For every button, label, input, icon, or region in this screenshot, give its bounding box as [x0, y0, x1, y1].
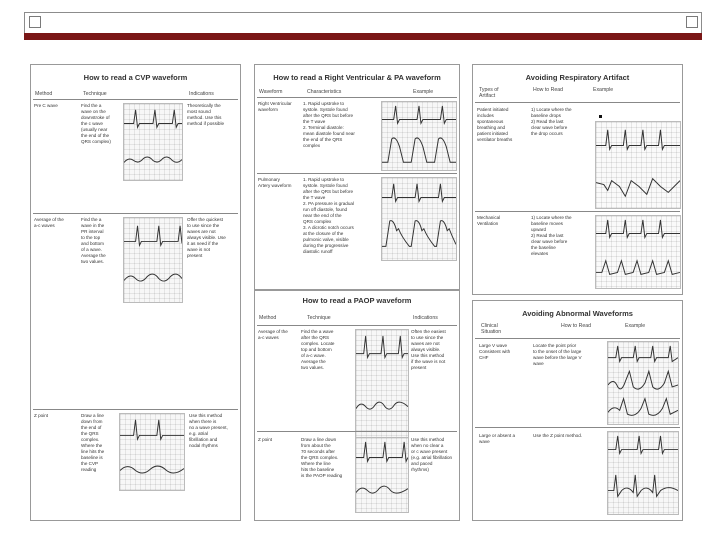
resp-row2-type: Mechanical Ventilation — [477, 215, 501, 226]
cvp-row3-method: Z point — [34, 413, 49, 418]
paop-panel — [254, 290, 460, 521]
rv-pa-title: How to read a Right Ventricular & PA waveform — [273, 73, 441, 82]
col-header-how-to-read: How to Read — [533, 87, 563, 93]
abn-row2-how: Use the Z point method. — [533, 433, 583, 438]
resp-row1-how: 1) Locate where the baseline drops 2) Read the last clear wave before the drop occurs — [531, 107, 572, 136]
col-header-method: Method — [259, 315, 277, 321]
cvp-row2-method: Average of the a-c waves — [34, 217, 64, 228]
col-header-example: Example — [625, 323, 646, 329]
pa-characteristics: 1. Rapid upstroke to systole. Systole found after the QRS but before the T wave 2. PA pressure is gradual run off diastole, found near the end of the QRS complex 3. A dicrotic notch occurs at the closure of the pulmonic valve, visible during the progressive diastolic runoff — [303, 177, 354, 254]
divider — [33, 409, 238, 410]
col-header-characteristics: Characteristics — [307, 89, 342, 95]
divider — [475, 211, 680, 212]
header-accent-rule — [24, 33, 702, 40]
rv-pa-panel — [254, 64, 460, 290]
abn-waveform-strip — [607, 431, 679, 515]
rv-characteristics: 1. Rapid upstroke to systole. Systole found after the QRS but before the T wave 2. Terminal diastole: mean diastole found near the end of the QRS complex — [303, 101, 355, 148]
cvp-row1-method: Pre C wave — [34, 103, 58, 108]
abn-row1-how: Locate the point prior to the onset of the large wave before the large V wave — [533, 343, 582, 366]
abnormal-waveforms-panel — [472, 300, 683, 521]
paop-row1-technique: Find the a wave after the QRS complex. Locate top and bottom of a-c wave. Average the two values. — [301, 329, 335, 370]
abn-waveform-strip — [607, 341, 679, 425]
col-header-technique: Technique — [83, 91, 107, 97]
col-header-waveform: Waveform — [259, 89, 283, 95]
resp-waveform-strip — [595, 215, 681, 289]
abnormal-title: Avoiding Abnormal Waveforms — [522, 309, 633, 318]
abn-row2-situation: Large or absent a wave — [479, 433, 516, 444]
col-header-example: Example — [593, 87, 614, 93]
header-square-icon — [29, 16, 41, 28]
rv-waveform-strip — [381, 101, 457, 171]
divider — [257, 431, 457, 432]
col-header-indications: Indications — [189, 91, 214, 97]
paop-row1-method: Average of the a-c waves — [258, 329, 288, 340]
respiratory-artifact-panel — [472, 64, 683, 295]
divider — [33, 213, 238, 214]
col-header-example: Example — [413, 89, 434, 95]
divider — [257, 173, 457, 174]
cvp-row1-technique: Find the a wave on the downstroke of the c wave (usually near the end of the QRS complex) — [81, 103, 111, 144]
resp-row1-type: Patient initiated includes spontaneous breathing and patient initiated ventilator breaths — [477, 107, 513, 142]
paop-waveform-strip — [355, 437, 409, 513]
cvp-ecg-strip — [123, 103, 183, 181]
col-header-indications: Indications — [413, 315, 438, 321]
col-header-method: Method — [35, 91, 53, 97]
col-header-situation: Clinical Situation — [481, 323, 502, 335]
divider — [257, 97, 457, 98]
header-square-icon — [686, 16, 698, 28]
cvp-ecg-strip — [119, 413, 185, 491]
paop-title: How to read a PAOP waveform — [302, 296, 412, 305]
paop-row2-method: Z point — [258, 437, 273, 442]
divider — [475, 338, 680, 339]
slide-header-bar — [24, 12, 702, 34]
abn-row1-situation: Large V wave Consistent with CHF — [479, 343, 511, 360]
cvp-row3-technique: Draw a line down from the end of the QRS complex. Where the line hits the baseline is the CVP reading — [81, 413, 105, 472]
cvp-row2-indications: Offer the quickest to use since the waves are not always visible. Use it as need if the wave is not present — [187, 217, 226, 258]
paop-row2-technique: Draw a line down from about the 70 seconds after the QRS complex. Where the line hits the baseline is the PAOP reading — [301, 437, 343, 478]
cvp-panel — [30, 64, 241, 521]
resp-waveform-strip — [595, 121, 681, 209]
pa-waveform-label: Pulmonary Artery waveform — [258, 177, 292, 188]
pa-waveform-strip — [381, 177, 457, 261]
cvp-title: How to read a CVP waveform — [83, 73, 188, 82]
col-header-how-to-read: How to Read — [561, 323, 591, 329]
divider — [257, 325, 457, 326]
respiratory-title: Avoiding Respiratory Artifact — [525, 73, 630, 82]
cvp-row2-technique: Find the a wave in the PR interval to the top and bottom of a wave. Average the two values. — [81, 217, 106, 264]
paop-row2-indications: Use this method when no clear a or c wave present (e.g. atrial fibrillation and paced rhythms) — [411, 437, 453, 472]
col-header-technique: Technique — [307, 315, 331, 321]
cvp-row3-indications: Use this method when there is no a wave present, e.g. atrial fibrillation and nodal rhythms — [189, 413, 228, 448]
paop-row1-indications: Often the easiest to use since the waves are not always visible. Use this method if the wave is not present — [411, 329, 446, 370]
resp-row2-how: 1) Locate where the baseline moves upward 2) Read the last clear wave before the baseline elevates — [531, 215, 572, 256]
divider — [475, 102, 680, 103]
paop-waveform-strip — [355, 329, 409, 441]
rv-waveform-label: Right Ventricular waveform — [258, 101, 292, 112]
cvp-ecg-strip — [123, 217, 183, 303]
col-header-types: Types of Artifact — [479, 87, 499, 99]
divider — [33, 99, 238, 100]
divider — [475, 427, 680, 428]
cvp-row1-indications: Theoretically the most sound method. Use this method if possible — [187, 103, 225, 126]
marker-dot — [599, 115, 602, 118]
